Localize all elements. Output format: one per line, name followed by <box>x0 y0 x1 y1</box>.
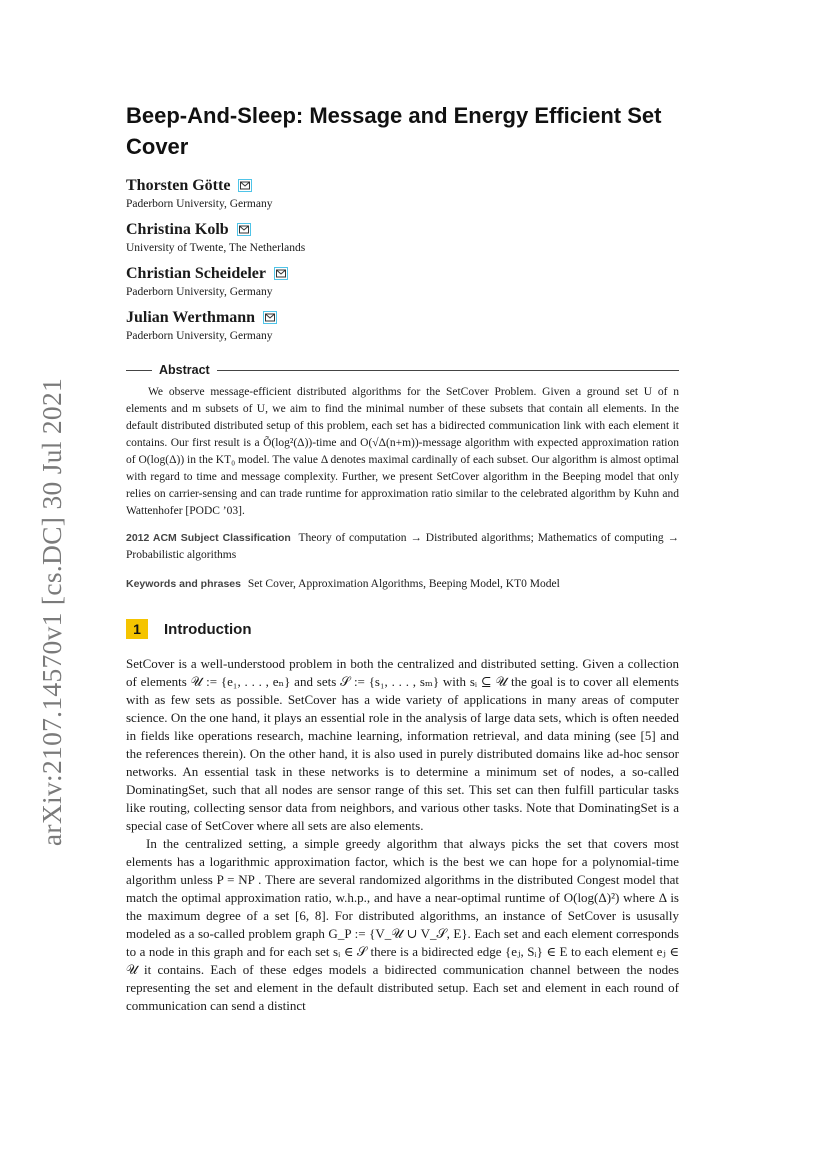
divider <box>217 370 679 371</box>
body-paragraph: In the centralized setting, a simple greedy algorithm that always picks the set that covers most elements has a logarithmic approximation factor, which is the best we can hope for a polynomial-time algorithm unless P = NP . There are several randomized algorithms in the distributed Congest model that match the optimal approximation ratio, w.h.p., and have a near-optimal runtime of O(log(Δ)²) where Δ is the maximum degree of a set [6, 8]. For distributed algorithms, an instance of SetCover is ususally modeled as a so-called problem graph G_P := {V_𝒰 ∪ V_𝒮, E}. Each set and each element corresponds to a node in this graph and for each set sᵢ ∈ 𝒮 there is a bidirected edge {eⱼ, Sᵢ} ∈ E to each element eⱼ ∈ 𝒰 it contains. Each of these edges models a bidirected communication channel between the nodes representing the set and element in the default distributed setup. Each set and element in each round of communication can send a distinct <box>126 836 679 1013</box>
author-affiliation: Paderborn University, Germany <box>126 330 273 342</box>
email-icon[interactable] <box>237 223 251 236</box>
author-name: Christina Kolb <box>126 221 229 238</box>
keywords-label: Keywords and phrases <box>126 578 241 590</box>
author-affiliation: Paderborn University, Germany <box>126 286 273 298</box>
author-name: Christian Scheideler <box>126 265 266 282</box>
abstract-heading: Abstract <box>159 363 210 377</box>
acm-classification <box>126 530 679 564</box>
section-number: 1 <box>126 619 148 639</box>
author-name: Julian Werthmann <box>126 309 256 326</box>
divider <box>126 370 152 371</box>
email-icon[interactable] <box>274 267 288 280</box>
author-block <box>126 220 679 256</box>
arxiv-identifier: arXiv:2107.14570v1 [cs.DC] 30 Jul 2021 <box>36 377 67 847</box>
author-block <box>126 308 679 344</box>
author-affiliation: University of Twente, The Netherlands <box>126 242 306 254</box>
body-paragraph: SetCover is a well-understood problem in both the centralized and distributed setting. Given a collection of elements 𝒰 := {e₁, . . . , eₙ} and sets 𝒮 := {s₁, . . . , sₘ} with sᵢ ⊆ 𝒰 the goal is to cover all elements with as few sets as possible. SetCover has a wide variety of applications in many areas of computer science. On the one hand, it plays an essential role in the analysis of large data sets, which is often needed in fields like operations research, machine learning, information retrieval, and data mining (see [5] and the references therein). On the other hand, it is also used in purely distributed domains like ad-hoc sensor networks. An essential task in these networks is to determine a minimum set of nodes, a so-called DominatingSet, such that all nodes are sensor range of this set. This set can then fulfill particular tasks like routing, collecting sensor data from neighbors, and various other tasks. Note that DominatingSet is a special case of SetCover where all sets are also elements. <box>126 656 679 833</box>
section-title: Introduction <box>164 620 252 638</box>
abstract-text: We observe message-efficient distributed algorithms for the SetCover Problem. Given a ground set U of n elements and m subsets of U, we aim to find the minimal number of these subsets that contain all elements. In the default distributed distributed setup of this problem, each set has a bidirected communication link with each element it contains. Our first result is a Õ(log²(Δ))-time and O(√Δ(n+m))-message algorithm with expected approximation ration of O(log(Δ)) in the KT₀ model. The value Δ denotes maximal cardinally of each subset. Our algorithm is almost optimal with regard to time and message complexity. Further, we present SetCover algorithm in the Beeping model that only relies on carrier-sensing and can trade runtime for approximation ratio similar to the celebrated algorithm by Kuhn and Wattenhofer [PODC ’03]. <box>126 386 679 517</box>
paper-title: Beep-And-Sleep: Message and Energy Efficient Set Cover <box>126 103 662 159</box>
keywords-text: Set Cover, Approximation Algorithms, Beeping Model, KT0 Model <box>247 578 560 590</box>
abstract-heading-row <box>126 362 679 378</box>
paper-page <box>126 100 679 1015</box>
arxiv-sidebar <box>37 372 67 852</box>
author-name: Thorsten Götte <box>126 177 231 194</box>
email-icon[interactable] <box>263 311 277 324</box>
section-heading <box>126 619 679 639</box>
acm-label: 2012 ACM Subject Classification <box>126 532 291 544</box>
email-icon[interactable] <box>238 179 252 192</box>
keywords <box>126 576 679 593</box>
author-affiliation: Paderborn University, Germany <box>126 198 273 210</box>
author-block <box>126 176 679 212</box>
author-block <box>126 264 679 300</box>
acm-text: Theory of computation → Distributed algorithms; Mathematics of computing → Probabilistic algorithms <box>126 532 679 561</box>
